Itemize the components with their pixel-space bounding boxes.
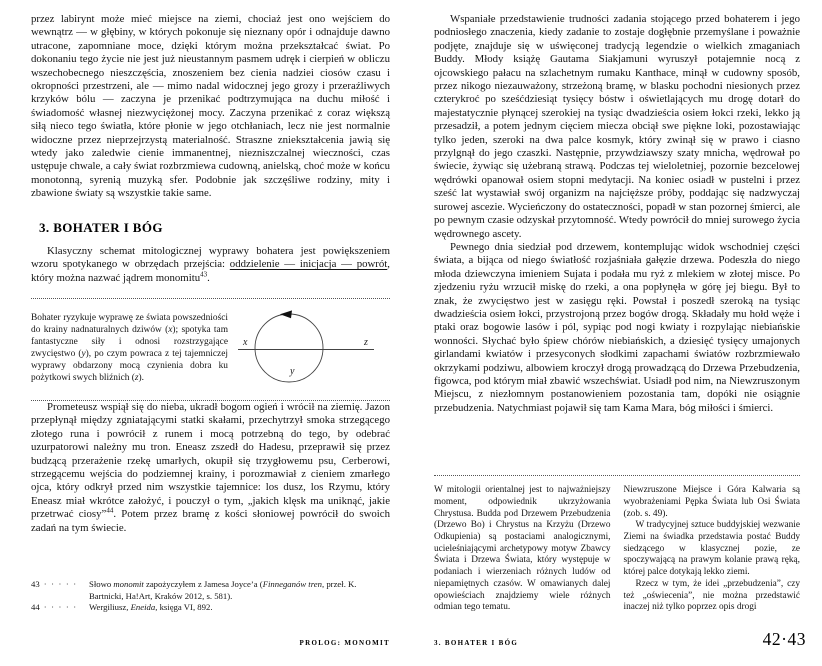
paragraph-monomyth-end: . <box>207 271 210 284</box>
commentary-right-p3: Rzecz w tym, że idei „przebudzenia”, czy też „oświecenia”, nie można przedstawić inaczej niż tylko poprzez opis drogi <box>623 578 800 613</box>
paragraph-buddha-trial: Wspaniałe przedstawienie trudności zadania stojącego przed bohaterem i jego podniosłego znaczenia, kiedy zadanie to zostaje dogłębnie przemyślane i poważnie podjęte, znajduje się w uświęconej tradycją legendzie o wielkich zmaganiach Buddy. Młody książę Gautama Siakjamuni wyruszył potajemnie nocą z ojcowskiego pałacu na szlachetnym rumaku Kanthace, minął w cudowny sposób, przez nikogo niezauważony, strzeżoną bramę, w blasku pochodni niesionych przez czterykroć po sześćdziesiąt tysięcy bóstw i oświetlających mu drogę dotarł do majestatycznie płynącej szerokiej na tysiąc dwadzieścia osiem łokci rzeki, lekko ją przesadził, a potem jednym cięciem miecza obciął swe piękne loki, pozostawiając tylko jeden, szeroki na dwa palce kosmyk, który zwinął się w prawo i ciasno przylgnął do jego czaszki. Następnie, przywdziawszy szaty mnicha, wędrował po świecie, żywiąc się użebraną strawą. Podczas tej wieloletniej, pozornie bezcelowej wędrówki opanował osiem stopni medytacji. Na koniec osiadł w pustelni i przez sześć lat wystawiał swój organizm na najcięższe próby, poddając się nadzwyczaj surowej ascezie. Wycieńczony do ostateczności, popadł w stan pozornej śmierci, ale po pewnym czasie odzyskał przytomność. Wtedy powrócił do mniej surowego życia wędrownego ascety. <box>434 13 800 240</box>
direction-arrow-icon <box>280 310 292 318</box>
diagram-label-x: x <box>243 336 248 348</box>
footnote-43-italic: monomit <box>113 579 144 590</box>
footnote-43-seg: , przeł. K. Bartnicki, Ha!Art, Kraków 2012, s. 581). <box>89 579 357 601</box>
footnote-43-text <box>89 579 390 601</box>
paragraph-prometheus-end: . Potem przez bramę z kości słoniowej powrócił do swoich zadań na tym świecie. <box>31 508 390 534</box>
paragraph-prometheus <box>31 401 390 535</box>
page-numbers: 42·43 <box>762 629 806 649</box>
footnotes-block <box>31 579 390 613</box>
section-heading: 3. BOHATER I BÓG <box>39 219 163 235</box>
figure-var-x: x <box>168 325 173 336</box>
monomyth-formula-underlined: oddzielenie — inicjacja — powrót <box>229 258 388 271</box>
figure-caption <box>31 313 228 384</box>
page-left <box>31 13 390 635</box>
footnote-ref-43: 43 <box>200 269 208 278</box>
paragraph-bodhi-tree: Pewnego dnia siedział pod drzewem, kontemplując widok wschodniej części świata, a bijąca od niego światłość rozjaśniała gałęzie drzewa. Podeszła do niego młoda dziewczyna imieniem Sujata i podała mu ryż z mlekiem w złotej misce. Po zjedzeniu ryżu wrzucił miskę do rzeki, a ona popłynęła w górę jej biegu. Był to znak, że zwycięstwo jest w zasięgu ręki. Powstał i poszedł szeroką na tysiąc dwadzieścia osiem łokci, przystrojoną przez bogów drogą. Składały mu hołd węże i ptaki oraz bogowie lasów i pól, sypiąc pod nogi kwiaty i rozpylając niebiańskie wonności. Słychać było śpiew chórów niebiańskich, a dziesięć tysięcy umajonych girlandami kwiatów i przesyconych słodkimi zapachami światów rozbrzmiewało okrzykami podziwu, albowiem kroczył drogą prowadzącą do Drzewa Przebudzenia, figowca, pod którym miał zbawić wszechświat. Usiadł pod nim, na Niewzruszonym Miejscu, z niezłomnym postanowieniem pozostania tam, dopóki nie osiągnie przebudzenia. Natychmiast pojawił się tam Kama Mara, bóg miłości i śmierci. <box>434 240 800 414</box>
figure-caption-text: ); spotyka tam fantastyczne siły i odnosi rozstrzygające zwycięstwo ( <box>31 325 228 359</box>
commentary-right-p1: Niewzruszone Miejsce i Góra Kalwaria są wyobrażeniami Pępka Świata lub Osi Świata (zob. s. 49). <box>623 485 800 519</box>
footnote-43-seg: zapożyczyłem z Jamesa Joyce’a ( <box>143 579 263 590</box>
diagram-label-z: z <box>364 336 368 348</box>
footnote-44-seg: , księga VI, 892. <box>155 601 213 612</box>
footnote-44-italic: Eneida <box>130 601 156 612</box>
paragraph-prometheus-text: Prometeusz wspiął się do nieba, ukradł bogom ogień i wrócił na ziemię. Jazon przepłynął między zgniatającymi statki skałami, przechytrzył smoka strzegącego złotego runa i powrócił z runem i mocą potrzebną do tego, by odebrać uzurpatorowi należny mu tron. Eneasz zszedł do Hadesu, przeprawił się przez budzącą przerażenie rzekę umarłych, okupił się trzygłowemu psu, Cerberowi, strzegącemu wejścia do podziemnej krainy, i porozmawiał z cieniem zmarłego ojca, który odkrył przed nim wszystkie tajemnice: los dusz, los Rzymu, który Eneasz miał wkrótce założyć, i pouczył o tym, „jakich klęsk ma uniknąć, jakie przetrwać ciosy” <box>31 400 390 521</box>
figure-caption-text: ). <box>138 372 145 383</box>
commentary-left-column <box>434 485 611 614</box>
commentary-right-p2: W tradycyjnej sztuce buddyjskiej wezwanie Ziemi na świadka przedstawia postać Buddy siedzącego w klasycznej pozie, ze spoczywającą na prawym kolanie prawą ręką, której palce dotykają lekko ziemi. <box>623 520 800 578</box>
commentary-right-column <box>624 485 801 614</box>
paragraph-labyrinth: przez labirynt może mieć miejsce na ziemi, chociaż jest ono wejściem do wewnątrz — w głębiny, w których pokonuje się nieznany opór i odnajduje dawno utracone, zapomniane moce, dzięki którym można przekształcać świat. Po dokonaniu tego życie nie jest już nieustannym pasmem udręk i cierpień w obliczu wszechobecnego nieszczęścia, znoszeniem bez cienia nadziei ciosów czasu i okropności przestrzeni, ale — mimo nadal widocznej jego grozy i przeraźliwych krzyków bólu — zaczyna je przenikać podtrzymująca na duchu miłość i świadomość własnej niezwyciężonej mocy. Zaczyna przenikać z coraz większą siłą nieco tego światła, które płonie w jego otchłaniach, lecz nie jest normalnie widoczne przez nieprzejrzystą materialność. Straszne zniekształcenia jawią się wtedy jako zaledwie cienie immanentnej, niezniszczalnej wieczności, czas ustępuje chwale, a cały świat rozbrzmiewa cudowną, anielską, choć może w końcu monotonną, syrenią muzyką sfer. Podobnie jak szczęśliwe rodziny, mity i zbawione światy są wszystkie takie same. <box>31 13 390 200</box>
footnote-leader-dots: ····· <box>43 579 81 590</box>
marginal-commentary <box>434 475 800 614</box>
monomyth-figure-box <box>31 298 390 401</box>
footnote-43-number: 43 <box>31 579 40 590</box>
footnote-44-number: 44 <box>31 601 40 612</box>
paragraph-monomyth-post: , który można nazwać jądrem monomitu <box>31 258 390 284</box>
footnote-44 <box>31 602 390 613</box>
running-footer-left: PROLOG: MONOMIT <box>299 639 390 647</box>
footnote-43-italic: Finneganów tren <box>262 579 322 590</box>
commentary-left-text: W mitologii orientalnej jest to najważniejszy moment, odpowiednik ukrzyżowania Chrystusa. Budda pod Drzewem Przebudzenia (Drzewo Bo) i Chrystus na Krzyżu (Drzewo Odkupienia) są postaciami analogicznymi, ucieleśniającymi archetypowy motyw Zbawcy Świata i Drzewa Świata, który występuje w podaniach i wierzeniach różnych ludów od niepamiętnych czasów. W omawianych dalej opowieściach znajdziemy wiele różnych odmian tego tematu. <box>434 485 611 613</box>
paragraph-monomyth-pre: Klasyczny schemat mitologicznej wyprawy bohatera jest powiększeniem wzoru spotykanego w obrzędach przejścia: <box>31 244 390 271</box>
footnote-44-label <box>31 602 89 613</box>
footnote-leader-dots: ····· <box>43 601 81 612</box>
cycle-circle <box>255 314 323 382</box>
footnote-ref-44: 44 <box>106 506 114 515</box>
diagram-label-y: y <box>290 365 295 377</box>
page-right <box>434 13 800 635</box>
running-footer-right: 3. BOHATER I BÓG <box>434 639 519 647</box>
footnote-43-label <box>31 579 89 601</box>
footnote-43 <box>31 579 390 601</box>
footnote-44-seg: Wergiliusz, <box>89 601 131 612</box>
figure-var-y: y <box>81 348 86 359</box>
figure-var-z: z <box>134 372 139 383</box>
paragraph-monomyth <box>31 245 390 285</box>
footnote-43-seg: Słowo <box>89 579 114 590</box>
monomyth-cycle-diagram <box>228 307 390 391</box>
footnote-44-text <box>89 602 390 613</box>
figure-caption-text: Bohater ryzykuje wyprawę ze świata powszedniości do krainy nadnaturalnych dziwów ( <box>31 313 228 336</box>
cycle-diagram-svg <box>236 307 376 391</box>
figure-caption-text: ), po czym powraca z tej tajemniczej wyprawy obdarzony mocą czynienia dobra ku pożytkowi swych bliźnich ( <box>31 348 228 383</box>
